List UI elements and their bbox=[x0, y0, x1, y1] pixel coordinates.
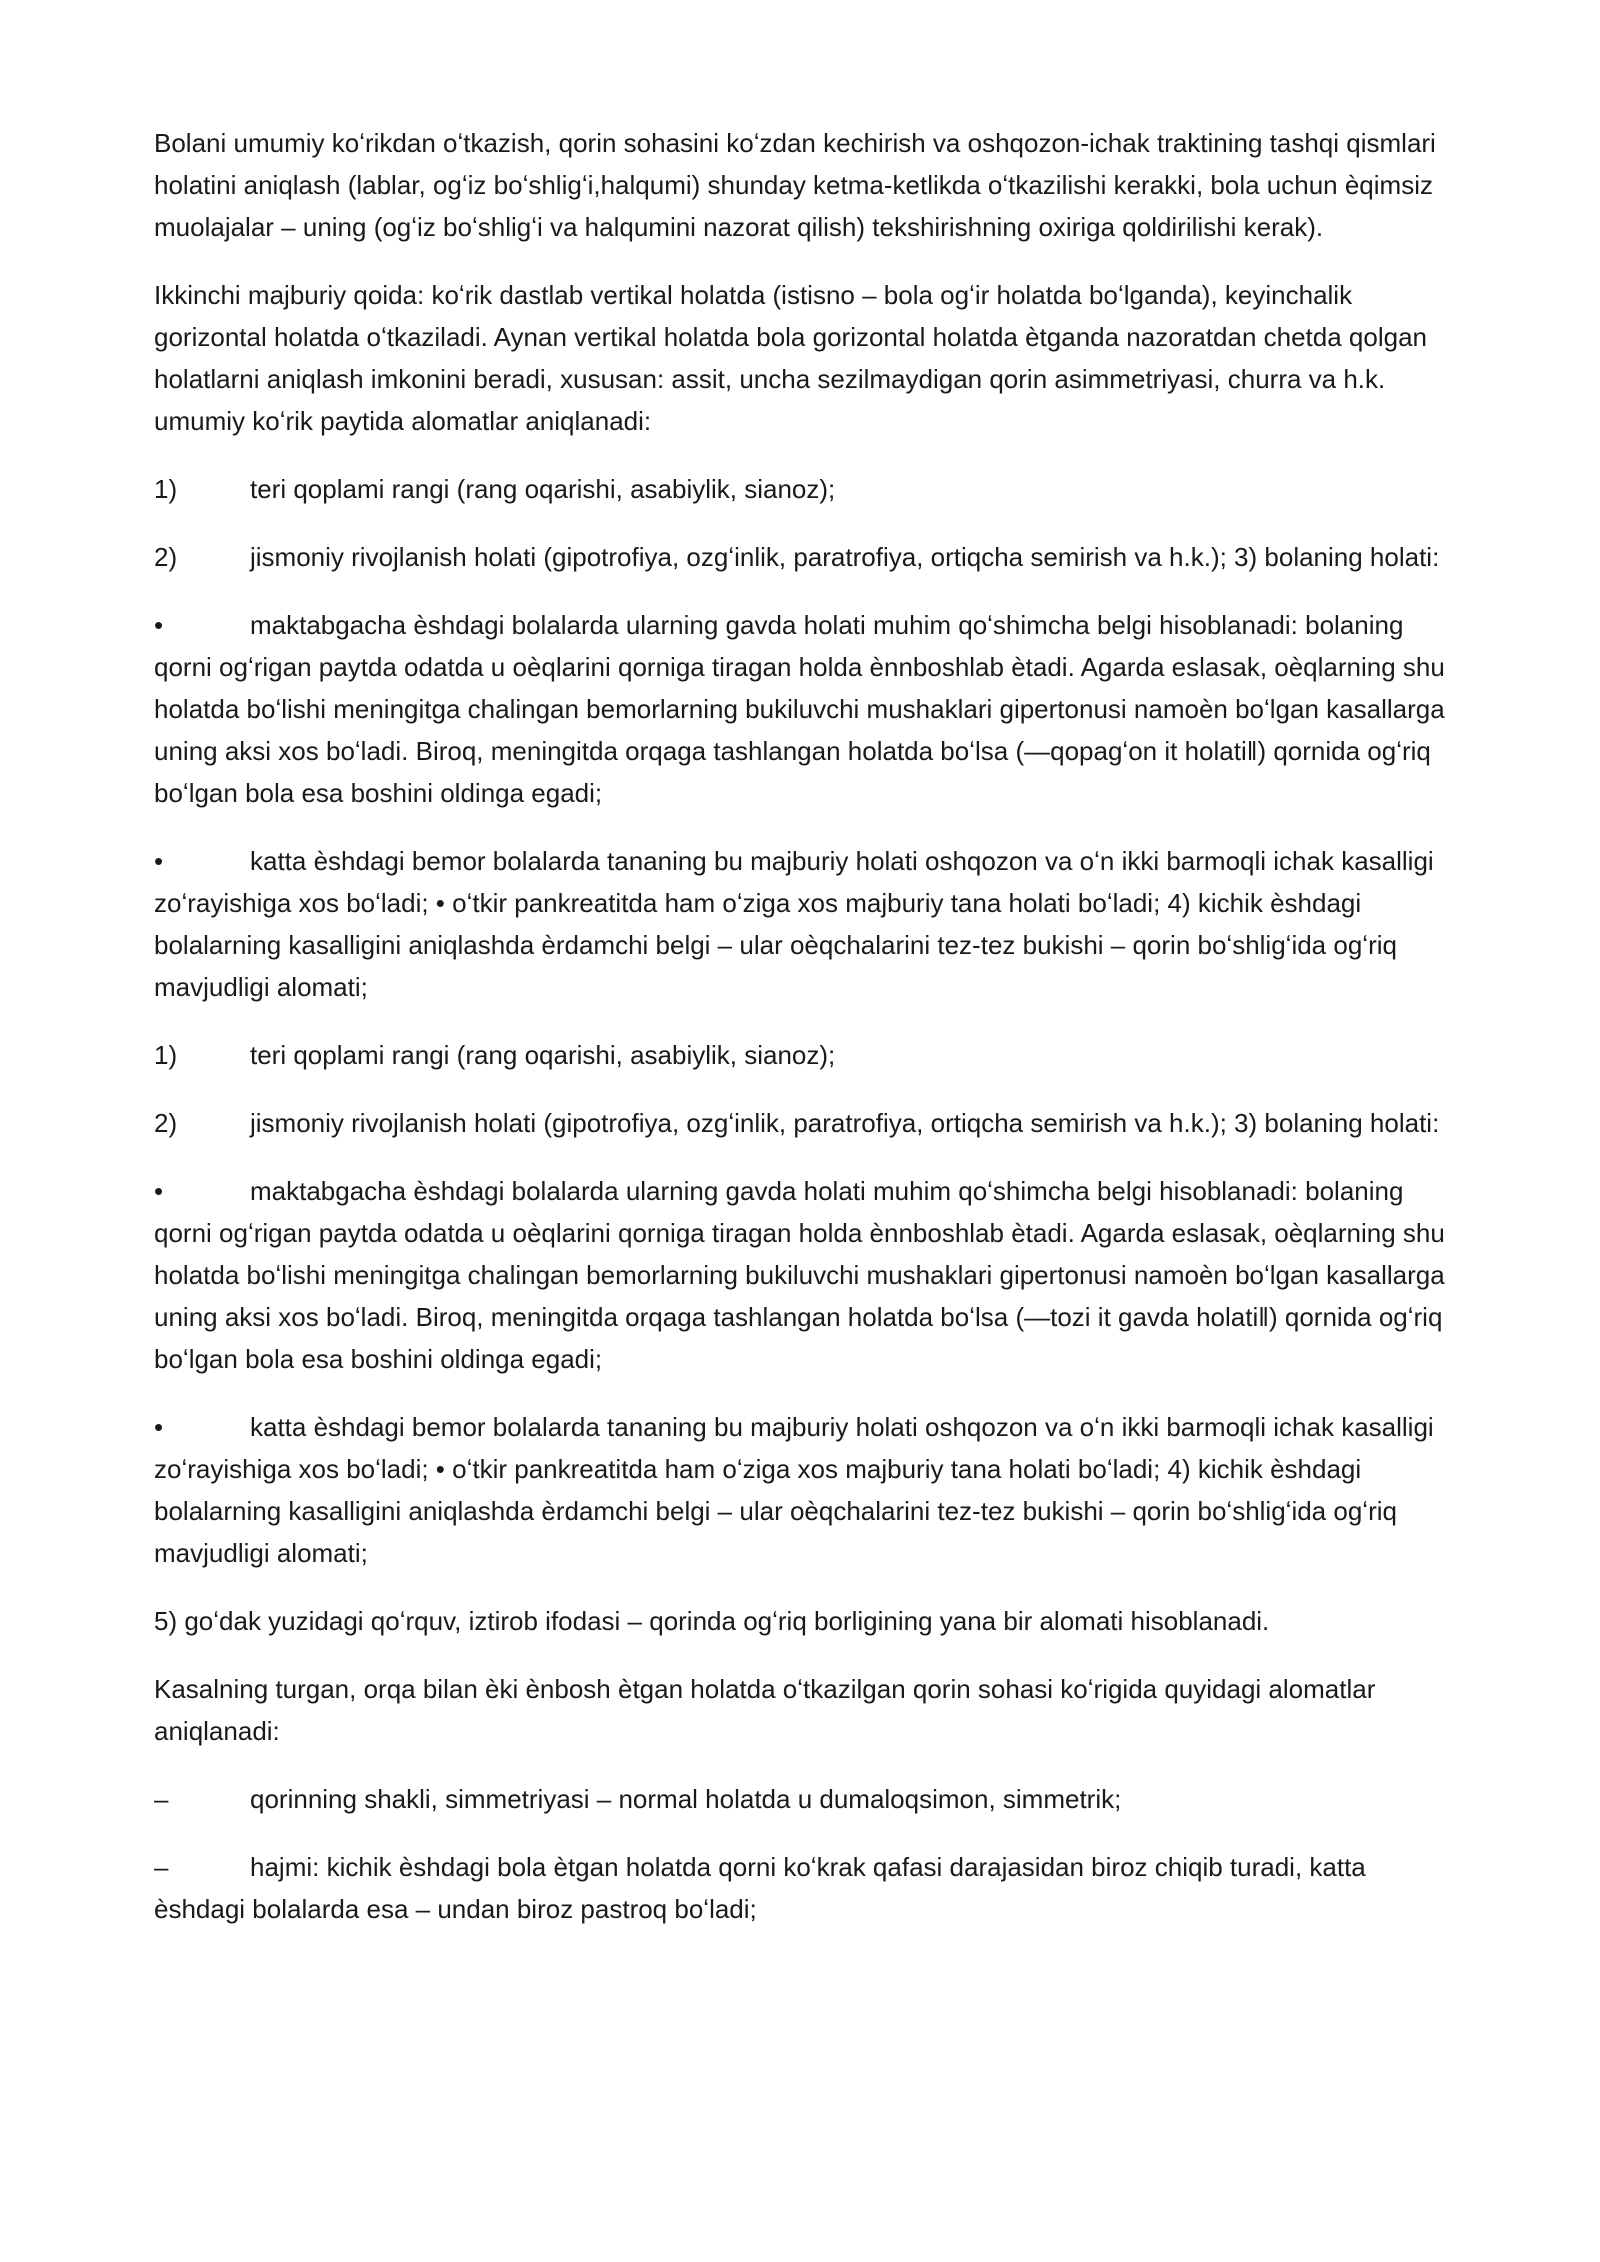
bullet-marker: • bbox=[154, 846, 164, 876]
list-marker: 2) bbox=[154, 542, 178, 572]
dash-marker: – bbox=[154, 1784, 169, 1814]
list-item bbox=[154, 840, 1454, 1008]
bullet-marker: • bbox=[154, 1412, 164, 1442]
list-item-text: katta èshdagi bemor bolalarda tananing bu majburiy holati oshqozon va oʻn ikki barmoqli ichak kasalligi zoʻrayishiga xos boʻladi; • oʻtkir pankreatitda ham oʻziga xos majburiy tana holati boʻladi; 4) kichik èshdagi bolalarning kasalligini aniqlashda èrdamchi belgi – ular oèqchalarini tez-tez bukishi – qorin boʻshligʻida ogʻriq mavjudligi alomati; bbox=[154, 1412, 1434, 1568]
list-item-text: jismoniy rivojlanish holati (gipotrofiya, ozgʻinlik, paratrofiya, ortiqcha semirish va h.k.); 3) bolaning holati: bbox=[250, 1108, 1440, 1138]
document-page bbox=[154, 122, 1454, 1956]
list-item bbox=[154, 1102, 1454, 1144]
dash-list-item bbox=[154, 1778, 1454, 1820]
list-marker: 1) bbox=[154, 474, 178, 504]
bullet-marker: • bbox=[154, 1176, 164, 1206]
list-item-text: teri qoplami rangi (rang oqarishi, asabiylik, sianoz); bbox=[250, 1040, 836, 1070]
list-item-text: hajmi: kichik èshdagi bola ètgan holatda qorni koʻkrak qafasi darajasidan biroz chiqib turadi, katta èshdagi bolalarda esa – undan biroz pastroq boʻladi; bbox=[154, 1852, 1366, 1924]
list-item-text: maktabgacha èshdagi bolalarda ularning gavda holati muhim qoʻshimcha belgi hisoblanadi: bolaning qorni ogʻrigan paytda odatda u oèqlarini qorniga tiragan holda ènnboshlab ètadi. Agarda eslasak, oèqlarning shu holatda boʻlishi meningitga chalingan bemorlarning bukiluvchi mushaklari gipertonusi namoèn boʻlgan kasallarga uning aksi xos boʻladi. Biroq, meningitda orqaga tashlangan holatda boʻlsa (—tozi it gavda holati‖) qornida ogʻriq boʻlgan bola esa boshini oldinga egadi; bbox=[154, 1176, 1445, 1374]
list-marker: 2) bbox=[154, 1108, 178, 1138]
dash-marker: – bbox=[154, 1852, 169, 1882]
list-marker: 1) bbox=[154, 1040, 178, 1070]
list-item-text: teri qoplami rangi (rang oqarishi, asabiylik, sianoz); bbox=[250, 474, 836, 504]
dash-list-item bbox=[154, 1846, 1454, 1930]
list-item-text: maktabgacha èshdagi bolalarda ularning gavda holati muhim qoʻshimcha belgi hisoblanadi: bolaning qorni ogʻrigan paytda odatda u oèqlarini qorniga tiragan holda ènnboshlab ètadi. Agarda eslasak, oèqlarning shu holatda boʻlishi meningitga chalingan bemorlarning bukiluvchi mushaklari gipertonusi namoèn boʻlgan kasallarga uning aksi xos boʻladi. Biroq, meningitda orqaga tashlangan holatda boʻlsa (—qopagʻon it holati‖) qornida ogʻriq boʻlgan bola esa boshini oldinga egadi; bbox=[154, 610, 1445, 808]
list-item bbox=[154, 1034, 1454, 1076]
list-item bbox=[154, 1406, 1454, 1574]
paragraph-abdominal-exam: Kasalning turgan, orqa bilan èki ènbosh ètgan holatda oʻtkazilgan qorin sohasi koʻrigida quyidagi alomatlar aniqlanadi: bbox=[154, 1674, 1376, 1746]
list-item bbox=[154, 604, 1454, 814]
list-item-text: qorinning shakli, simmetriyasi – normal holatda u dumaloqsimon, simmetrik; bbox=[250, 1784, 1122, 1814]
list-item bbox=[154, 1170, 1454, 1380]
paragraph-intro: Bolani umumiy koʻrikdan oʻtkazish, qorin sohasini koʻzdan kechirish va oshqozon-ichak traktining tashqi qismlari holatini aniqlash (lablar, ogʻiz boʻshligʻi,halqumi) shunday ketma-ketlikda oʻtkazilishi kerakki, bola uchun èqimsiz muolajalar – uning (ogʻiz boʻshligʻi va halqumini nazorat qilish) tekshirishning oxiriga qoldirilishi kerak). bbox=[154, 128, 1436, 242]
list-item bbox=[154, 536, 1454, 578]
bullet-marker: • bbox=[154, 610, 164, 640]
list-item-text: jismoniy rivojlanish holati (gipotrofiya, ozgʻinlik, paratrofiya, ortiqcha semirish va h.k.); 3) bolaning holati: bbox=[250, 542, 1440, 572]
list-item bbox=[154, 468, 1454, 510]
paragraph-infant-expression: 5) goʻdak yuzidagi qoʻrquv, iztirob ifodasi – qorinda ogʻriq borligining yana bir alomati hisoblanadi. bbox=[154, 1606, 1270, 1636]
list-item-text: katta èshdagi bemor bolalarda tananing bu majburiy holati oshqozon va oʻn ikki barmoqli ichak kasalligi zoʻrayishiga xos boʻladi; • oʻtkir pankreatitda ham oʻziga xos majburiy tana holati boʻladi; 4) kichik èshdagi bolalarning kasalligini aniqlashda èrdamchi belgi – ular oèqchalarini tez-tez bukishi – qorin boʻshligʻida ogʻriq mavjudligi alomati; bbox=[154, 846, 1434, 1002]
paragraph-second-rule: Ikkinchi majburiy qoida: koʻrik dastlab vertikal holatda (istisno – bola ogʻir holatda boʻlganda), keyinchalik gorizontal holatda oʻtkaziladi. Aynan vertikal holatda bola gorizontal holatda ètganda nazoratdan chetda qolgan holatlarni aniqlash imkonini beradi, xususan: assit, uncha sezilmaydigan qorin asimmetriyasi, churra va h.k. umumiy koʻrik paytida alomatlar aniqlanadi: bbox=[154, 280, 1427, 436]
